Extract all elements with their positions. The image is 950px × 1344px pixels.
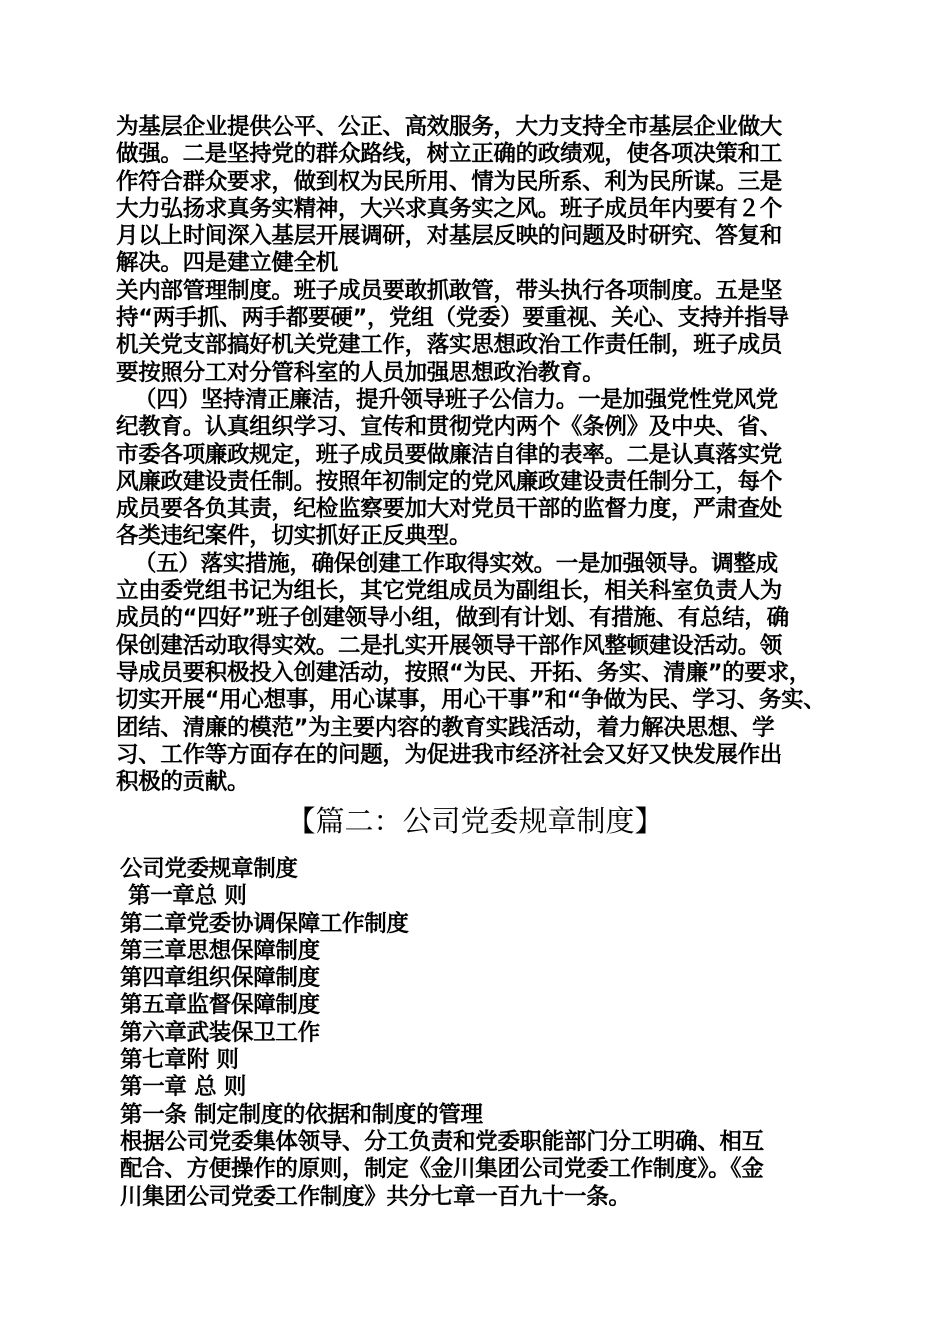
item-four-line: 各类违纪案件，切实抓好正反典型。 (116, 523, 472, 550)
article-line: 根据公司党委集体领导、分工负责和党委职能部门分工明确、相互 (120, 1128, 764, 1155)
item-four-line: 成员要各负其责，纪检监察要加大对党员干部的监督力度，严肃查处 (116, 496, 783, 523)
regulations-section (120, 856, 850, 1211)
chapter-item: 第五章监督保障制度 (120, 992, 320, 1019)
paragraph-line: 做强。二是坚持党的群众路线，树立正确的政绩观，使各项决策和工 (116, 141, 783, 168)
item-four-line: 风廉政建设责任制。按照年初制定的党风廉政建设责任制分工，每个 (116, 468, 783, 495)
item-five-line: 切实开展“用心想事，用心谋事，用心干事”和“争做为民、学习、务实、 (116, 687, 826, 714)
paragraph-line: 持“两手抓、两手都要硬”，党组（党委）要重视、关心、支持并指导 (116, 305, 789, 332)
chapter-item: 第一章总 则 (128, 883, 247, 910)
article-line: 川集团公司党委工作制度》共分七章一百九十一条。 (120, 1183, 631, 1210)
chapter-item: 第四章组织保障制度 (120, 965, 320, 992)
item-four-line: 市委各项廉政规定，班子成员要做廉洁自律的表率。二是认真落实党 (116, 441, 783, 468)
paragraph-line: 机关党支部搞好机关党建工作，落实思想政治工作责任制，班子成员 (116, 332, 783, 359)
paragraph-line: 要按照分工对分管科室的人员加强思想政治教育。 (116, 359, 605, 386)
section-heading: 【篇二：公司党委规章制度】 (286, 804, 664, 838)
document-title: 公司党委规章制度 (120, 856, 298, 882)
item-four-line: 纪教育。认真组织学习、宣传和贯彻党内两个《条例》及中央、省、 (116, 414, 783, 441)
chapter-item: 第七章附 则 (120, 1047, 239, 1074)
item-five-line: 成员的“四好”班子创建领导小组，做到有计划、有措施、有总结，确 (116, 605, 789, 632)
item-five-line: 团结、清廉的模范”为主要内容的教育实践活动，着力解决思想、学 (116, 714, 775, 741)
item-five-line: 保创建活动取得实效。二是扎实开展领导干部作风整顿建设活动。领 (116, 632, 783, 659)
chapter-item: 第二章党委协调保障工作制度 (120, 910, 409, 937)
paragraph-line: 作符合群众要求，做到权为民所用、情为民所系、利为民所谋。三是 (116, 168, 783, 195)
paragraph-line: 关内部管理制度。班子成员要敢抓敢管，带头执行各项制度。五是坚 (116, 277, 783, 304)
paragraph-line: 为基层企业提供公平、公正、高效服务，大力支持全市基层企业做大 (116, 114, 783, 140)
item-five-line: 积极的贡献。 (116, 769, 250, 796)
item-five-line: 习、工作等方面存在的问题，为促进我市经济社会又好又快发展作出 (116, 741, 783, 768)
paragraph-line: 解决。四是建立健全机 (116, 250, 339, 277)
section-one-text (116, 114, 846, 796)
item-five-line: （五）落实措施，确保创建工作取得实效。一是加强领导。调整成 (134, 550, 778, 577)
paragraph-line: 月以上时间深入基层开展调研，对基层反映的问题及时研究、答复和 (116, 223, 783, 250)
item-five-line: 立由委党组书记为组长，其它党组成员为副组长，相关科室负责人为 (116, 578, 783, 605)
item-four-line: （四）坚持清正廉洁，提升领导班子公信力。一是加强党性党风党 (134, 386, 778, 413)
article-line: 配合、方便操作的原则，制定《金川集团公司党委工作制度》。《金 (120, 1156, 764, 1183)
chapter-heading: 第一章 总 则 (120, 1074, 247, 1101)
chapter-item: 第六章武装保卫工作 (120, 1019, 320, 1046)
article-title: 第一条 制定制度的依据和制度的管理 (120, 1101, 483, 1128)
item-five-line: 导成员要积极投入创建活动，按照“为民、开拓、务实、清廉”的要求， (116, 659, 811, 686)
chapter-item: 第三章思想保障制度 (120, 937, 320, 964)
paragraph-line: 大力弘扬求真务实精神，大兴求真务实之风。班子成员年内要有２个 (116, 195, 783, 222)
